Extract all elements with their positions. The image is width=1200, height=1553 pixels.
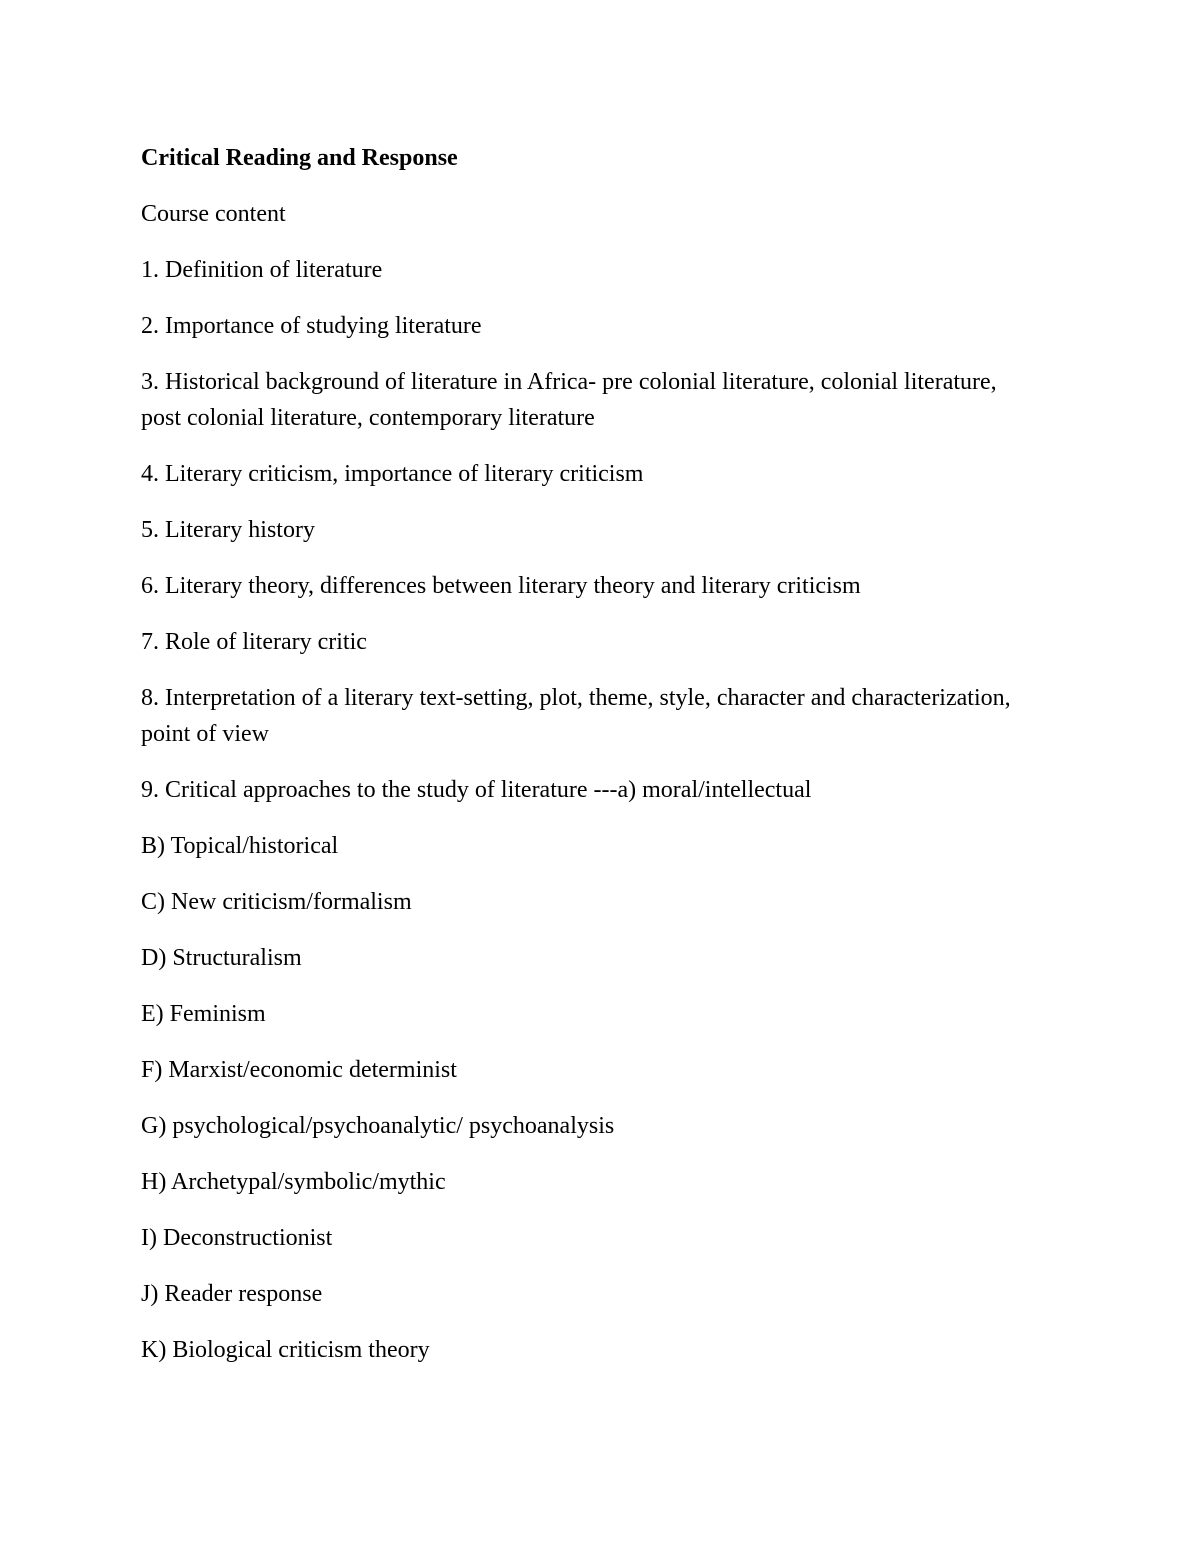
course-item: 6. Literary theory, differences between literary theory and literary criticism xyxy=(141,573,861,599)
approach-item: E) Feminism xyxy=(141,1001,266,1027)
course-item: 3. Historical background of literature in Africa- pre colonial literature, colonial literature, post colonial literature, contemporary literature xyxy=(141,369,997,431)
approach-item: J) Reader response xyxy=(141,1281,323,1307)
document-body xyxy=(141,140,1041,1368)
approach-item: C) New criticism/formalism xyxy=(141,889,412,915)
approach-item: K) Biological criticism theory xyxy=(141,1337,430,1363)
course-item: 7. Role of literary critic xyxy=(141,629,367,655)
course-item: 8. Interpretation of a literary text-setting, plot, theme, style, character and characterization, point of view xyxy=(141,685,1011,747)
approach-item: G) psychological/psychoanalytic/ psychoanalysis xyxy=(141,1113,615,1139)
approach-item: B) Topical/historical xyxy=(141,833,339,859)
course-item: 2. Importance of studying literature xyxy=(141,313,482,339)
approach-item: D) Structuralism xyxy=(141,945,302,971)
approach-item: H) Archetypal/symbolic/mythic xyxy=(141,1169,446,1195)
approach-item: I) Deconstructionist xyxy=(141,1225,333,1251)
section-heading: Course content xyxy=(141,201,286,227)
course-item: 5. Literary history xyxy=(141,517,315,543)
course-item: 4. Literary criticism, importance of literary criticism xyxy=(141,461,644,487)
document-title: Critical Reading and Response xyxy=(141,145,458,171)
course-item: 9. Critical approaches to the study of literature ---a) moral/intellectual xyxy=(141,777,812,803)
approach-item: F) Marxist/economic determinist xyxy=(141,1057,457,1083)
course-item: 1. Definition of literature xyxy=(141,257,383,283)
